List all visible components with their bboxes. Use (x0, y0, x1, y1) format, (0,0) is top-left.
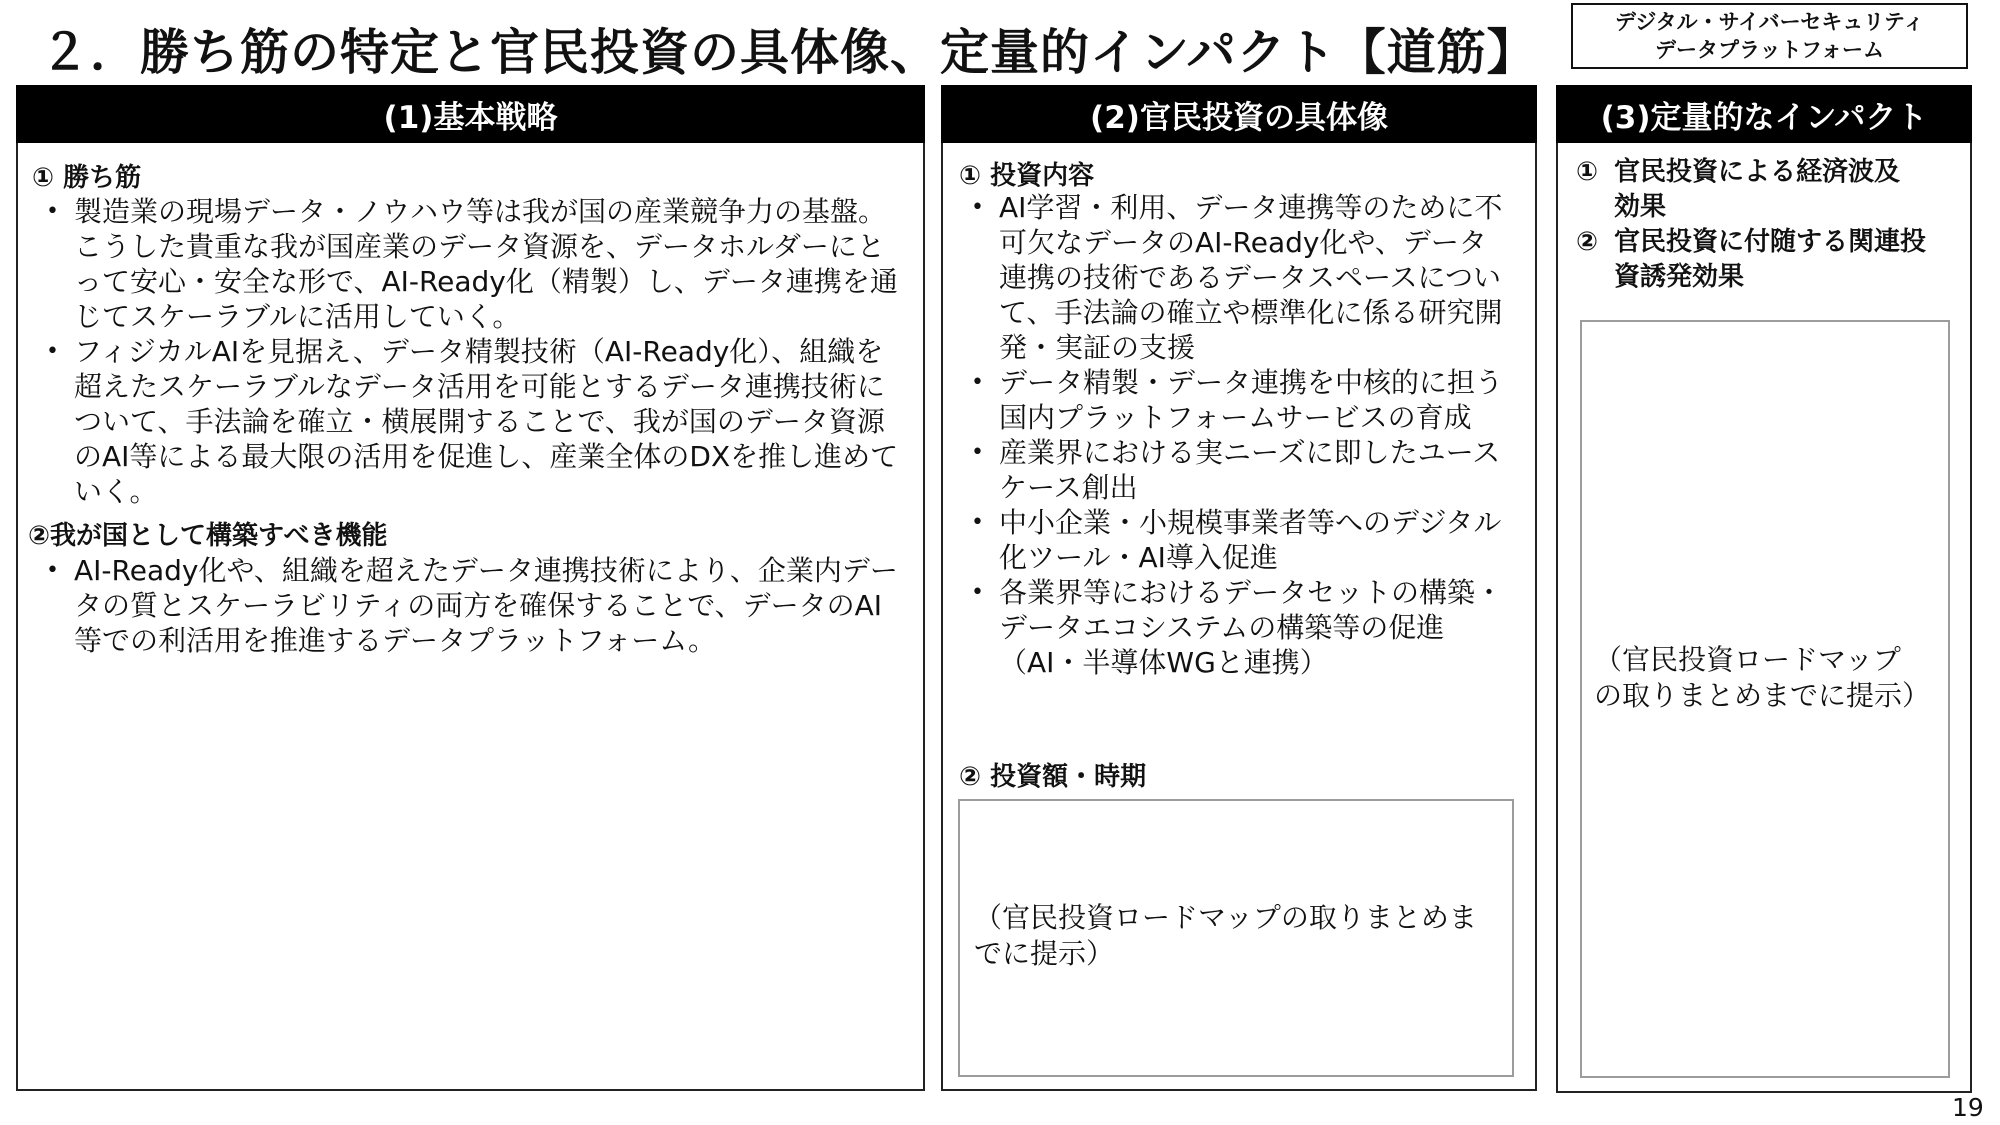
induced-investment-text: 官民投資に付随する関連投資誘発効果 (1614, 227, 1927, 292)
investment-amount-note: （官民投資ロードマップの取りまとめまでに提示） (974, 901, 1477, 970)
list-item: • フィジカルAIを見据え、データ精製技術（AI-Ready化）、組織を超えたスケーラブルなデータ活用を可能とするデータ連携技術について、手法論を確立・横展開することで、我が国のデータ資源のAI等による最大限の活用を促進し、産業全体のDXを推し進めていく。 (32, 334, 900, 509)
list-item: • 製造業の現場データ・ノウハウ等は我が国の産業競争力の基盤。こうした貴重な我が国産業のデータ資源を、データホルダーにとって安心・安全な形で、AI-Ready化（精製）し、データ連携を通じてスケーラブルに活用していく。 (32, 194, 900, 334)
economic-effect-item (1576, 155, 1956, 225)
investment-content-list (957, 190, 1505, 680)
category-tag-line1: デジタル・サイバーセキュリティ (1614, 10, 1925, 34)
investment-body (943, 143, 1535, 1089)
page-number: 19 (1952, 1093, 1984, 1122)
impact-note: （官民投資ロードマップの取りまとめまでに提示） (1594, 643, 1931, 712)
winning-path-heading: ① 勝ち筋 (32, 163, 142, 193)
investment-header: (2)官民投資の具体像 (941, 85, 1537, 143)
basic-strategy-panel (16, 85, 925, 1091)
impact-header: (3)定量的なインパクト (1556, 85, 1972, 143)
list-item: • 産業界における実ニーズに即したユースケース創出 (957, 435, 1505, 505)
list-item: • AI-Ready化や、組織を超えたデータ連携技術により、企業内データの質とスケーラビリティの両方を確保することで、データのAI等での利活用を推進するデータプラットフォーム。 (32, 553, 900, 658)
investment-content-heading: ① 投資内容 (959, 161, 1095, 191)
winning-path-list (32, 194, 900, 509)
category-tag (1571, 3, 1968, 69)
category-tag-line2: データプラットフォーム (1655, 38, 1884, 62)
impact-panel (1556, 85, 1972, 1093)
list-item: • データ精製・データ連携を中核的に担う国内プラットフォームサービスの育成 (957, 365, 1505, 435)
slide-title: ２．勝ち筋の特定と官民投資の具体像、定量的インパクト【道筋】 (40, 24, 1537, 81)
economic-effect-text: 官民投資による経済波及効果 (1614, 157, 1901, 222)
list-item: • AI学習・利用、データ連携等のために不可欠なデータのAI-Ready化や、データ連携の技術であるデータスペースについて、手法論の確立や標準化に係る研究開発・実証の支援 (957, 190, 1505, 365)
impact-body (1558, 143, 1970, 1091)
induced-investment-item (1576, 225, 1956, 295)
list-item: • 中小企業・小規模事業者等へのデジタル化ツール・AI導入促進 (957, 505, 1505, 575)
required-functions-list (32, 553, 900, 658)
basic-strategy-header: (1)基本戦略 (16, 85, 925, 143)
investment-amount-heading: ② 投資額・時期 (959, 762, 1147, 792)
investment-amount-box (958, 799, 1514, 1077)
required-functions-heading: ②我が国として構築すべき機能 (28, 521, 388, 551)
impact-box (1580, 320, 1950, 1078)
list-item: • 各業界等におけるデータセットの構築・データエコシステムの構築等の促進（AI・半導体WGと連携） (957, 575, 1505, 680)
economic-effect-number: ① (1576, 157, 1599, 187)
basic-strategy-body (18, 143, 923, 1089)
induced-investment-number: ② (1576, 227, 1599, 257)
investment-panel (941, 85, 1537, 1091)
